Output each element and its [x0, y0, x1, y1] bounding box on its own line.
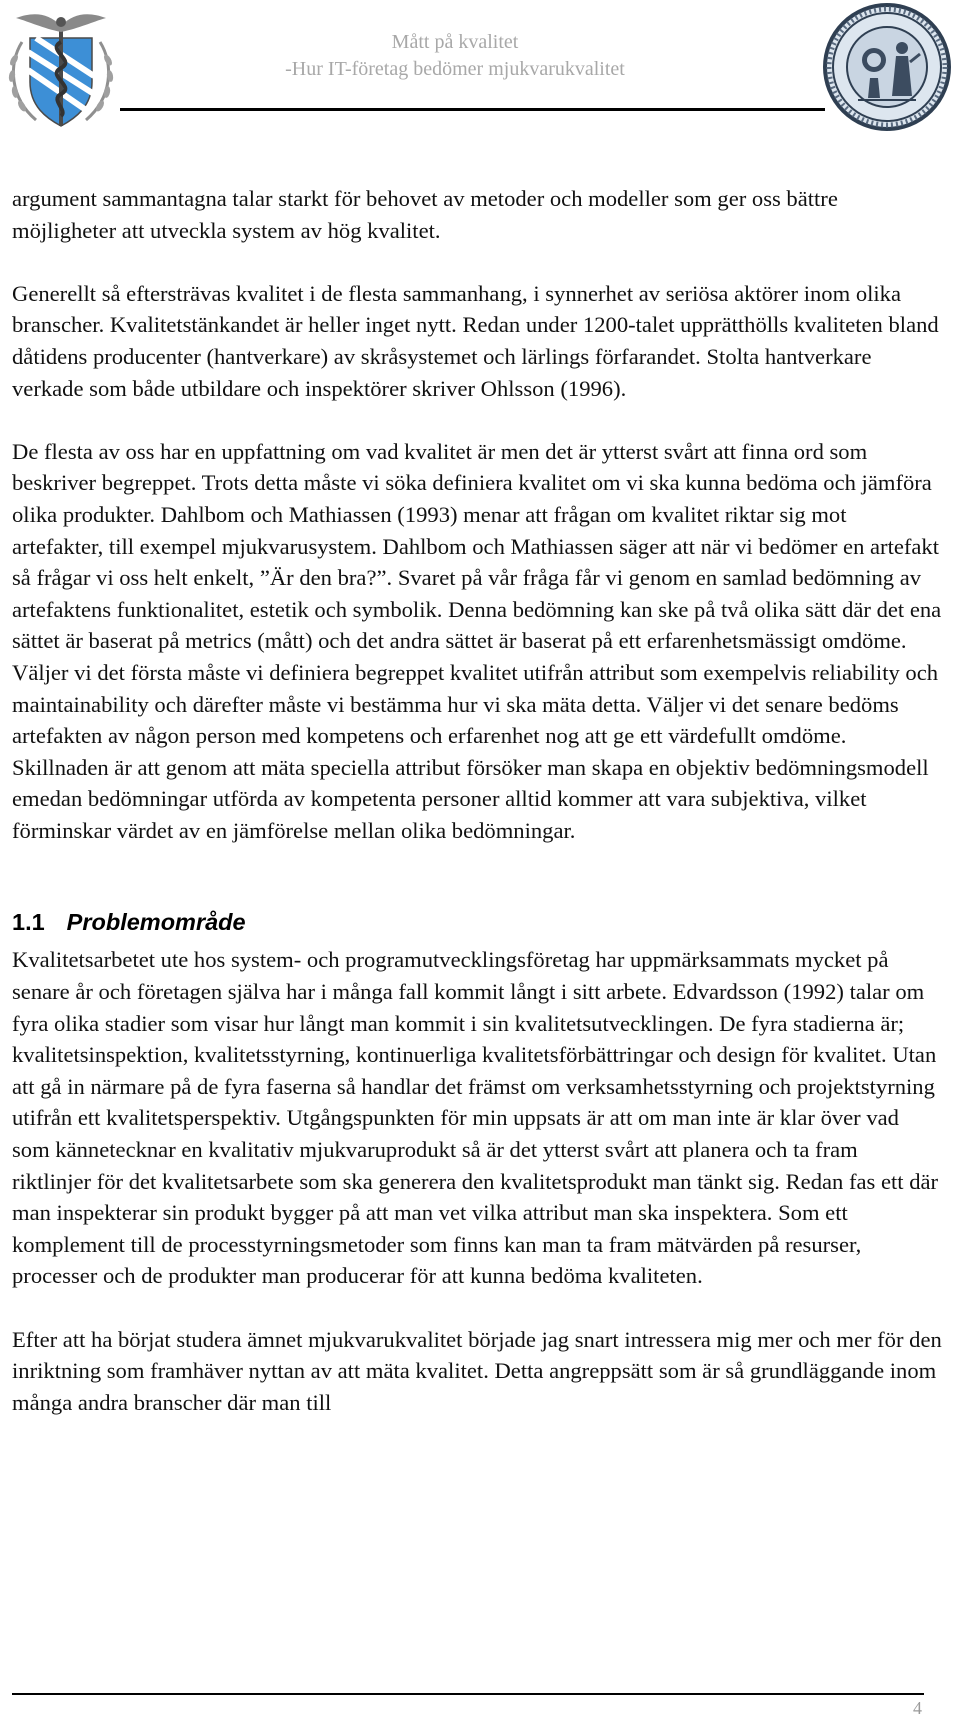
header-title-line1: Mått på kvalitet: [391, 31, 519, 53]
section-title: Problemområde: [66, 909, 246, 936]
paragraph: Kvalitetsarbetet ute hos system- och programutvecklingsföretag har uppmärksammats mycket på senare år och företagen själva har i många fall kommit långt i sitt arbete. Edvardsson (1992) talar om fyra olika stadier som visar hur långt man kommit i sin kvalitetsutvecklingen. De fyra stadierna är; kvalitetsinspektion, kvalitetsstyrning, kontinuerliga kvalitetsförbättringar och design för kvalitet. Utan att gå in närmare på de fyra faserna så handlar det främst om verksamhetsstyrning och projektstyrning utifrån ett kvalitetsperspektiv. Utgångspunkten för min uppsats är att om man inte är klar över vad som kännetecknar en kvalitativ mjukvaruprodukt så är det ytterst svårt att planera och ta fram riktlinjer för det kvalitetsarbete som ska generera den kvalitetsprodukt man tänkt sig. Redan fas ett där man inspekterar sin produkt bygger på att man vet vilka attribut man ska inspektera. Som ett komplement till de processtyrningsmetoder som finns kan man ta fram mätvärden på resurser, processer och de produkter man producerar för att kunna bedöma kvaliteten.: [12, 947, 939, 1289]
section-number: 1.1: [12, 909, 45, 936]
paragraph: argument sammantagna talar starkt för behovet av metoder och modeller som ger oss bättre möjligheter att utveckla system av hög kvalitet.: [12, 186, 838, 243]
header-title-line2: -Hur IT-företag bedömer mjukvarukvalitet: [285, 58, 625, 80]
page-number: 4: [913, 1698, 922, 1718]
university-seal-icon: [822, 2, 952, 132]
document-body: [12, 183, 942, 1418]
paragraph: De flesta av oss har en uppfattning om vad kvalitet är men det är ytterst svårt att finna ord som beskriver begreppet. Trots detta måste vi söka definiera kvalitet om vi ska kunna bedöma och jämföra olika produkter. Dahlbom och Mathiassen (1993) menar att frågan om kvalitet riktar sig mot artefakter, till exempel mjukvarusystem. Dahlbom och Mathiassen säger att när vi bedömer en artefakt så frågar vi oss helt enkelt, ”Är den bra?”. Svaret på vår fråga får vi genom en samlad bedömning av artefaktens funktionalitet, estetik och symbolik. Denna bedömning kan ske på två olika sätt där det ena sättet är baserat på metrics (mått) och det andra sättet är baserat på ett erfarenhetsmässigt omdöme. Väljer vi det första måste vi definiera begreppet kvalitet utifrån attribut som exempelvis reliability och maintainability och därefter måste vi bestämma hur vi ska mäta detta. Väljer vi det senare bedöms artefakten av någon person med kompetens och erfarenhet nog att ge ett värdefullt omdöme. Skillnaden är att genom att mäta speciella attribut försöker man skapa en objektiv bedömningsmodell emedan bedömningar utförda av kompetenta personer alltid kommer att vara subjektiva, vilket förminskar värdet av en jämförelse mellan olika bedömningar.: [12, 438, 942, 843]
paragraph: Generellt så eftersträvas kvalitet i de flesta sammanhang, i synnerhet av seriösa aktörer inom olika branscher. Kvalitetstänkandet är heller inget nytt. Redan under 1200-talet upprätthölls kvaliteten bland dåtidens producenter (hantverkare) av skråsystemet och lärlings förfarandet. Stolta hantverkare verkade som både utbildare och inspektörer skriver Ohlsson (1996).: [12, 280, 939, 401]
caduceus-emblem-icon: [2, 2, 120, 134]
footer-rule: [12, 1693, 924, 1695]
section-heading: [12, 906, 942, 938]
header-rule: [120, 108, 825, 111]
paragraph: Efter att ha börjat studera ämnet mjukvarukvalitet började jag snart intressera mig mer och mer för den inriktning som framhäver nyttan av att mäta kvalitet. Detta angreppsätt som är så grundläggande inom många andra branscher där man till: [12, 1326, 942, 1415]
